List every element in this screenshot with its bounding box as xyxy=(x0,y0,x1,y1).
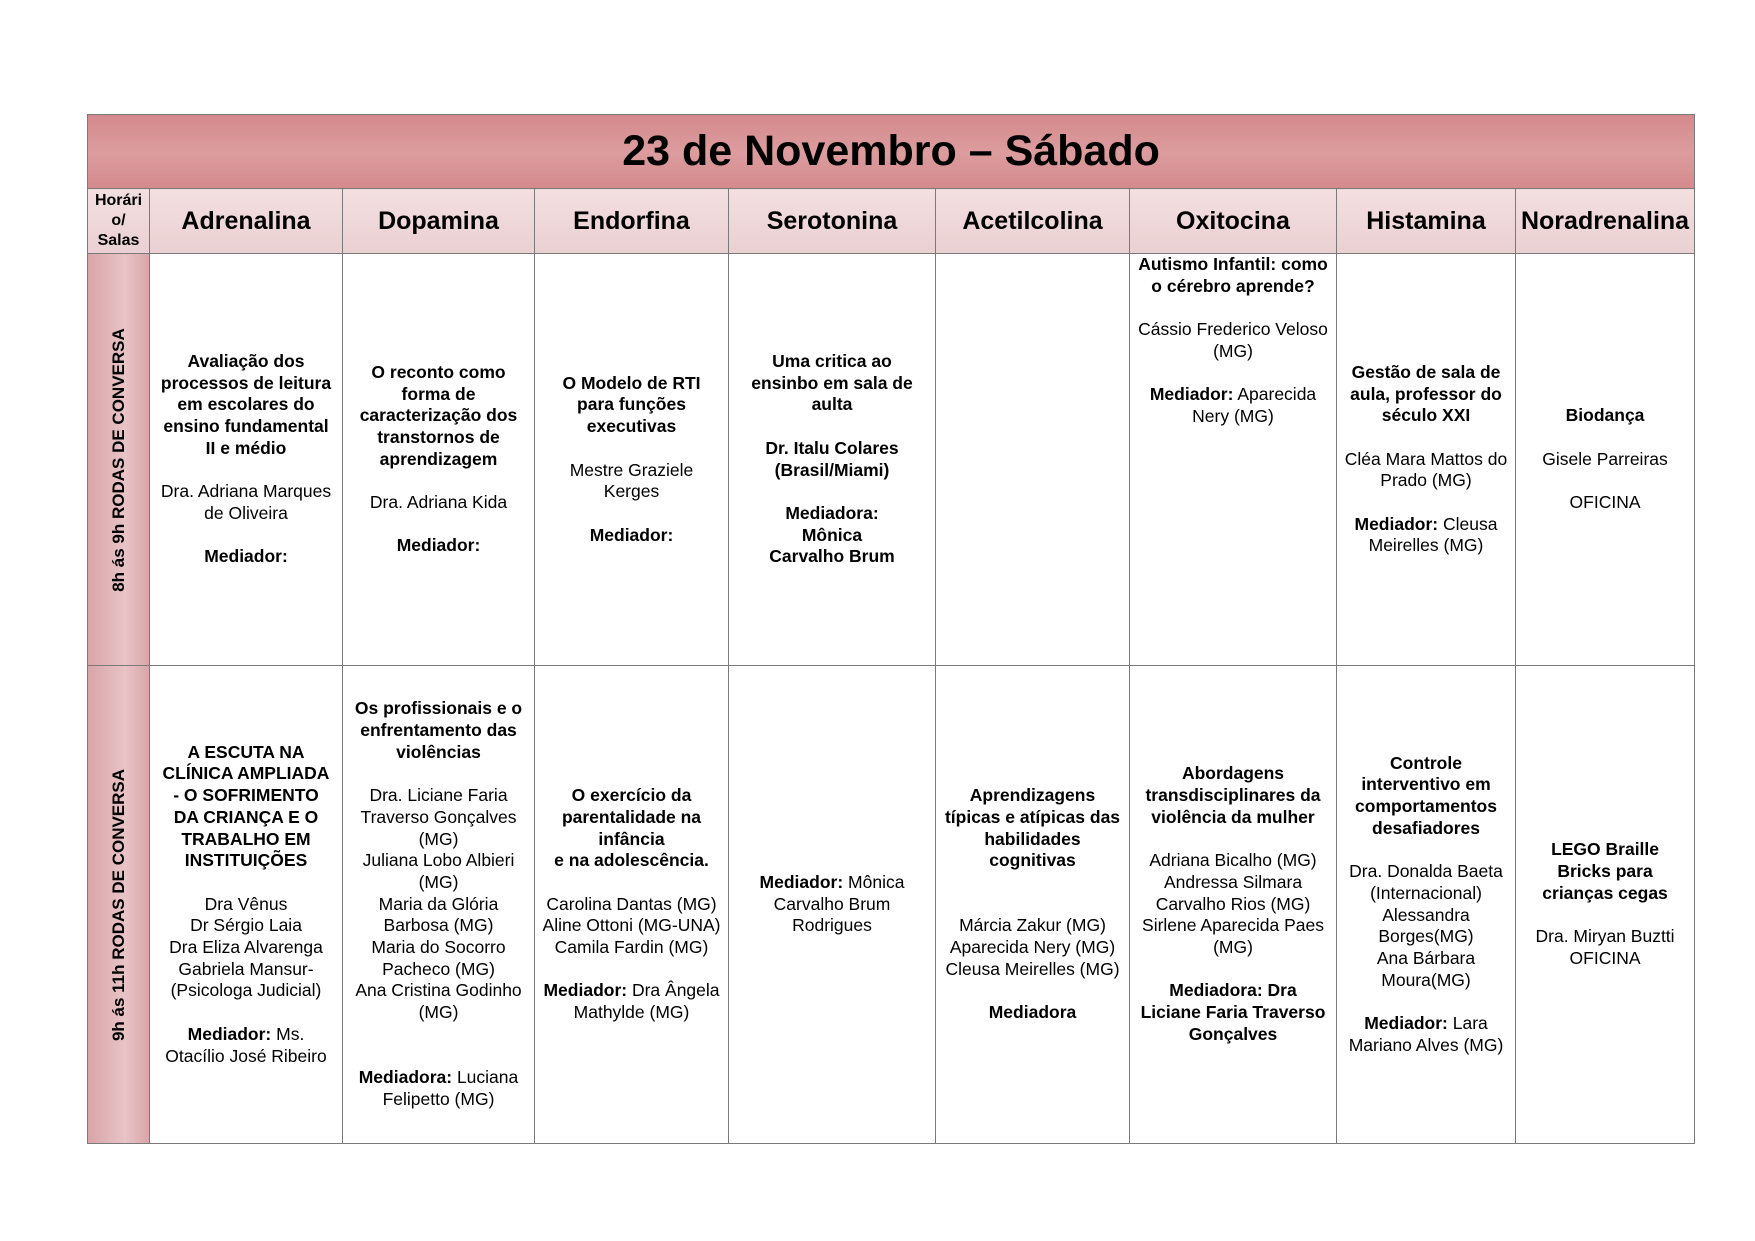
session-speaker: Carolina Dantas (MG) xyxy=(546,893,717,914)
session-title: Abordagens xyxy=(1181,763,1285,784)
session-mediator-label: Mediador: xyxy=(1149,384,1234,405)
session-speaker: Prado (MG) xyxy=(1380,470,1472,491)
session-title: para funções xyxy=(577,394,686,415)
session-title: cognitivas xyxy=(989,850,1076,871)
session-title: II e médio xyxy=(205,437,287,458)
session-mediator-label: Mediadora xyxy=(988,1002,1077,1023)
session-title: Biodança xyxy=(1565,405,1645,426)
session-mediator-name: Nery (MG) xyxy=(1192,405,1274,426)
session-acetilcolina xyxy=(936,666,1130,1144)
session-title: em escolares do xyxy=(177,394,315,415)
session-speaker: Dr. Italu Colares xyxy=(765,437,899,458)
session-mediator: Liciane Faria Traverso xyxy=(1140,1002,1326,1023)
session-title: O Modelo de RTI xyxy=(562,372,701,393)
room-header-oxitocina: Oxitocina xyxy=(1130,189,1337,254)
session-mediator-label: Mediador: xyxy=(187,1023,272,1044)
session-title: ensino fundamental xyxy=(163,416,329,437)
session-mediator: Mônica xyxy=(801,524,863,545)
session-speaker: Carvalho Rios (MG) xyxy=(1155,893,1311,914)
session-speaker: (MG) xyxy=(418,871,459,892)
schedule-table xyxy=(87,114,1695,1144)
session-mediator-name: Luciana xyxy=(456,1067,519,1088)
corner-header-line: Horári xyxy=(94,192,143,209)
session-title: forma de xyxy=(401,383,476,404)
room-header-noradrenalina: Noradrenalina xyxy=(1516,189,1695,254)
session-mediator-name: Cleusa xyxy=(1443,513,1498,534)
session-title: infância xyxy=(598,828,665,849)
session-title: Gestão de sala de xyxy=(1351,361,1501,382)
room-header-dopamina: Dopamina xyxy=(343,189,535,254)
session-mediator-name: Otacílio José Ribeiro xyxy=(165,1045,327,1066)
session-dopamina xyxy=(343,254,535,666)
time-slot-label: 9h ás 11h RODAS DE CONVERSA xyxy=(108,768,128,1041)
session-mediator-label: Mediador: xyxy=(589,524,674,545)
session-mediator-label: Mediador: xyxy=(204,546,288,567)
session-speaker: Aline Ottoni (MG-UNA) xyxy=(542,915,721,936)
session-title: A ESCUTA NA xyxy=(187,741,305,762)
session-mediator-label: Mediadora: xyxy=(358,1067,453,1088)
session-title: Controle xyxy=(1390,752,1462,773)
session-type: OFICINA xyxy=(1569,947,1641,968)
session-speaker: Dra Eliza Alvarenga xyxy=(169,937,323,958)
session-oxitocina xyxy=(1130,666,1337,1144)
session-title: caracterização dos xyxy=(359,405,518,426)
session-mediator-name: Aparecida xyxy=(1237,384,1317,405)
session-title: DA CRIANÇA E O xyxy=(173,806,319,827)
session-title: Bricks para xyxy=(1557,861,1653,882)
session-mediator-label: Mediador: xyxy=(1364,1013,1448,1033)
session-serotonina xyxy=(729,666,936,1144)
session-adrenalina xyxy=(150,666,343,1144)
session-mediator: Carvalho Brum xyxy=(769,546,895,567)
session-title: executivas xyxy=(586,416,677,437)
room-header-row xyxy=(88,189,1695,254)
room-header-endorfina: Endorfina xyxy=(535,189,729,254)
session-speaker: Dr Sérgio Laia xyxy=(190,915,302,936)
session-title: comportamentos xyxy=(1355,796,1497,816)
session-speaker: (MG) xyxy=(1213,340,1253,361)
room-header-adrenalina: Adrenalina xyxy=(150,189,343,254)
session-speaker: Moura(MG) xyxy=(1381,969,1471,990)
session-title: crianças cegas xyxy=(1542,882,1668,903)
session-speaker: Ana Cristina Godinho xyxy=(355,980,522,1001)
session-title: desafiadores xyxy=(1372,817,1480,838)
session-mediator-name: Felipetto (MG) xyxy=(382,1088,495,1109)
corner-header-line: Salas xyxy=(97,232,140,249)
session-title: O reconto como xyxy=(371,361,506,382)
session-serotonina xyxy=(729,254,936,666)
session-title: LEGO Braille xyxy=(1551,839,1660,860)
session-speaker: (MG) xyxy=(418,828,459,849)
session-speaker: de Oliveira xyxy=(204,502,288,523)
session-title: o cérebro aprende? xyxy=(1151,275,1315,296)
session-speaker: Maria do Socorro xyxy=(371,937,506,958)
session-title: típicas e atípicas das xyxy=(944,806,1121,827)
room-header-serotonina: Serotonina xyxy=(729,189,936,254)
corner-header-line: o/ xyxy=(111,212,126,229)
session-title: O exercício da xyxy=(571,785,692,806)
session-title: Autismo Infantil: como xyxy=(1138,254,1328,274)
session-mediator-name: Meirelles (MG) xyxy=(1368,535,1484,556)
session-speaker: Adriana Bicalho (MG) xyxy=(1149,850,1317,871)
session-mediator-name: Lara xyxy=(1452,1013,1488,1033)
session-speaker: Cleusa Meirelles (MG) xyxy=(945,958,1120,979)
session-title: e na adolescência. xyxy=(554,850,709,871)
session-title: violência da mulher xyxy=(1151,806,1315,827)
session-speaker: Borges(MG) xyxy=(1378,926,1474,947)
time-slot-cell xyxy=(88,666,150,1144)
session-histamina xyxy=(1337,254,1516,666)
session-title: habilidades xyxy=(984,828,1081,849)
session-title: CLÍNICA AMPLIADA xyxy=(162,763,330,784)
session-speaker: Juliana Lobo Albieri xyxy=(362,850,515,871)
session-noradrenalina xyxy=(1516,254,1695,666)
session-dopamina xyxy=(343,666,535,1144)
schedule-row-9h xyxy=(88,666,1695,1144)
session-title: Os profissionais e o xyxy=(354,698,523,719)
session-title: violências xyxy=(396,741,481,762)
session-title: Avaliação dos xyxy=(187,351,305,371)
session-mediator: Mediadora: xyxy=(785,502,879,523)
session-speaker: Ana Bárbara xyxy=(1376,947,1476,968)
session-speaker: Alessandra xyxy=(1382,904,1470,925)
session-mediator-name: Dra Ângela xyxy=(631,980,720,1001)
session-title: TRABALHO EM xyxy=(181,828,311,849)
session-title: parentalidade na xyxy=(561,806,702,827)
session-title: aprendizagem xyxy=(379,448,498,469)
session-title: século XXI xyxy=(1381,405,1471,426)
session-speaker: Camila Fardin (MG) xyxy=(554,937,709,958)
session-endorfina xyxy=(535,254,729,666)
session-histamina xyxy=(1337,666,1516,1144)
session-speaker: Maria da Glória xyxy=(378,893,499,914)
session-title: - O SOFRIMENTO xyxy=(173,785,319,806)
session-mediator-name: Mathylde (MG) xyxy=(573,1002,690,1023)
session-speaker: Andressa Silmara xyxy=(1163,871,1303,892)
session-speaker: (MG) xyxy=(418,1002,459,1023)
session-endorfina xyxy=(535,666,729,1144)
session-speaker: Kerges xyxy=(603,481,660,502)
session-mediator-label: Mediador: xyxy=(759,871,844,892)
session-speaker: Dra. Adriana Kida xyxy=(369,492,508,513)
session-type: OFICINA xyxy=(1569,492,1641,513)
session-speaker: (Psicologa Judicial) xyxy=(170,980,322,1001)
room-header-histamina: Histamina xyxy=(1337,189,1516,254)
session-adrenalina xyxy=(150,254,343,666)
session-title: aula, professor do xyxy=(1350,383,1502,404)
session-speaker: Dra. Miryan Buztti xyxy=(1535,926,1675,947)
session-title: aulta xyxy=(811,394,853,415)
session-mediator-name: Rodrigues xyxy=(792,915,872,936)
session-acetilcolina-empty xyxy=(936,254,1130,666)
session-speaker: Dra Vênus xyxy=(204,893,288,914)
session-speaker: Dra. Donalda Baeta xyxy=(1349,861,1503,882)
session-mediator-name: Ms. xyxy=(276,1023,305,1044)
session-mediator-name: Mariano Alves (MG) xyxy=(1348,1034,1504,1055)
session-speaker: Márcia Zakur (MG) xyxy=(959,915,1106,936)
session-speaker: Sirlene Aparecida Paes xyxy=(1142,915,1324,936)
session-mediator-label: Mediador: xyxy=(396,535,481,556)
session-speaker: Gisele Parreiras xyxy=(1542,448,1668,469)
session-speaker: Pacheco (MG) xyxy=(382,958,495,979)
page-title: 23 de Novembro – Sábado xyxy=(88,115,1695,189)
session-oxitocina xyxy=(1130,254,1337,666)
session-speaker: Traverso Gonçalves xyxy=(360,806,517,827)
session-title: Uma critica ao xyxy=(772,351,892,371)
session-title: enfrentamento das xyxy=(360,720,517,741)
session-noradrenalina xyxy=(1516,666,1695,1144)
session-speaker: Barbosa (MG) xyxy=(383,915,494,936)
time-slot-cell xyxy=(88,254,150,666)
session-title: transtornos de xyxy=(377,426,500,447)
session-speaker: Dra. Liciane Faria xyxy=(369,785,508,806)
room-header-acetilcolina: Acetilcolina xyxy=(936,189,1130,254)
session-mediator-label: Mediador: xyxy=(543,980,628,1001)
time-slot-label: 8h ás 9h RODAS DE CONVERSA xyxy=(108,327,128,592)
session-speaker: Dra. Adriana Marques xyxy=(160,481,332,502)
session-speaker: Gabriela Mansur- xyxy=(178,958,314,979)
session-mediator: Gonçalves xyxy=(1188,1023,1278,1044)
session-speaker: Cléa Mara Mattos do xyxy=(1344,448,1508,469)
time-room-header xyxy=(88,189,150,254)
session-title: interventivo em xyxy=(1361,774,1491,795)
schedule-row-8h xyxy=(88,254,1695,666)
session-title: transdisciplinares da xyxy=(1145,785,1321,806)
session-speaker: Cássio Frederico Veloso xyxy=(1138,319,1328,340)
session-speaker: (Brasil/Miami) xyxy=(774,459,890,480)
session-speaker: (Internacional) xyxy=(1370,882,1482,903)
session-mediator-name: Mônica xyxy=(848,871,905,892)
session-speaker: Aparecida Nery (MG) xyxy=(949,937,1116,958)
session-speaker: (MG) xyxy=(1213,937,1253,958)
session-title: Aprendizagens xyxy=(969,785,1096,806)
session-title: INSTITUIÇÕES xyxy=(184,850,308,871)
session-title: ensinbo em sala de xyxy=(751,372,913,393)
session-title: processos de leitura xyxy=(160,372,332,393)
session-mediator: Mediadora: Dra xyxy=(1169,980,1297,1001)
session-mediator-label: Mediador: xyxy=(1354,513,1439,534)
session-mediator-name: Carvalho Brum xyxy=(773,893,891,914)
session-speaker: Mestre Graziele xyxy=(569,459,694,480)
